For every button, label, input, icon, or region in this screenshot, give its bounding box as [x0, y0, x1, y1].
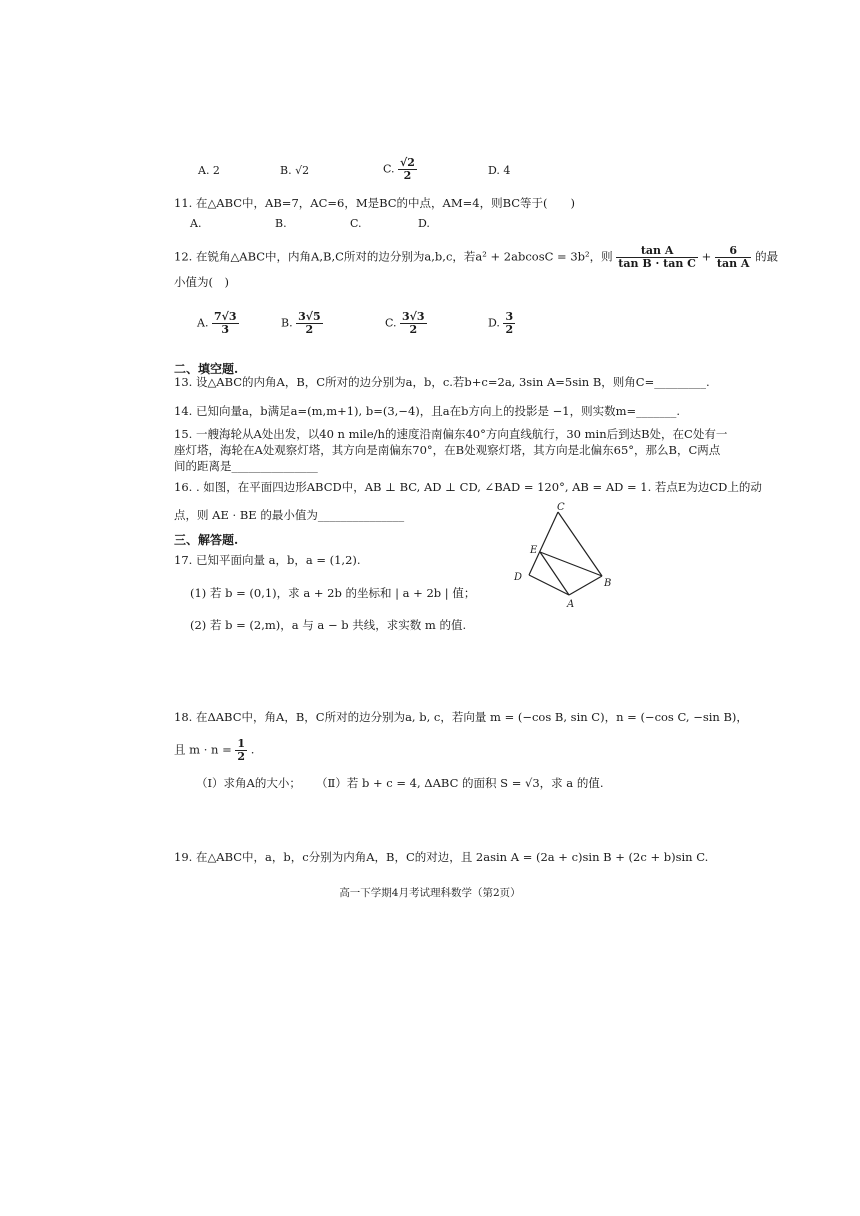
option-fraction — [503, 311, 515, 336]
q14-stem: 14. 已知向量a，b满足a=(m,m+1), b=(3,−4)，且a在b方向上的投影是 −1，则实数m=_______. — [174, 404, 681, 418]
fraction-numerator: 3√5 — [298, 310, 321, 323]
edge-ad — [529, 575, 569, 595]
q10-option-b: B. √2 — [280, 164, 310, 177]
label-c: C — [557, 502, 565, 513]
q15-line1: 15. 一艘海轮从A处出发，以40 n mile/h的速度沿南偏东40°方向直线航行，30 min后到达B处，在C处有一 — [174, 427, 728, 441]
fraction-denominator: 2 — [237, 750, 246, 763]
q11-stem: 11. 在△ABC中，AB=7，AC=6，M是BC的中点，AM=4，则BC等于( ) — [174, 196, 576, 210]
option-fraction — [296, 311, 323, 336]
fraction-denominator: 2 — [403, 169, 412, 182]
label-e: E — [530, 545, 538, 556]
q18-line2-text: 且 m · n = — [174, 742, 232, 757]
q11-option-d: D. — [418, 217, 430, 230]
section-title-solutions: 三、解答题. — [174, 533, 239, 547]
q16-line2: 点，则 AE · BE 的最小值为_______________ — [174, 508, 405, 522]
q19-stem: 19. 在△ABC中，a，b，c分别为内角A，B，C的对边，且 2asin A = (2a + c)sin B + (2c + b)sin C. — [174, 850, 709, 864]
segment-ea — [540, 552, 569, 595]
option-label: B. — [281, 316, 293, 330]
fraction-numerator: 1 — [237, 737, 246, 750]
quadrilateral-figure — [505, 498, 620, 613]
q11-option-a: A. — [190, 217, 202, 230]
option-label: D. — [488, 316, 500, 330]
q12-stem — [174, 245, 778, 270]
option-fraction — [212, 311, 239, 336]
edge-dc — [529, 512, 558, 575]
q12-option-c — [385, 311, 427, 336]
q18-part2: （Ⅱ）若 b + c = 4, ΔABC 的面积 S = √3，求 a 的值. — [316, 776, 604, 790]
q18-stem: 18. 在ΔABC中，角A，B，C所对的边分别为a, b, c，若向量 m = (−cos B, sin C)，n = (−cos C, −sin B)， — [174, 710, 748, 724]
label-a: A — [567, 599, 575, 610]
q11-option-c: C. — [350, 217, 362, 230]
q15-line3: 间的距离是_______________ — [174, 459, 318, 473]
edge-ba — [569, 576, 602, 595]
q10-option-c-label: C. — [383, 162, 395, 176]
fraction-denominator: 3 — [221, 323, 230, 336]
fraction-numerator: tan A — [616, 245, 698, 258]
label-d: D — [514, 572, 523, 583]
edge-cb — [558, 512, 602, 576]
fraction-numerator: √2 — [400, 156, 415, 169]
option-label: C. — [385, 316, 397, 330]
fraction-denominator: 2 — [409, 323, 418, 336]
section-title-fill-in: 二、填空题. — [174, 362, 239, 376]
q10-option-c-fraction — [398, 157, 417, 182]
q10-option-d: D. 4 — [488, 164, 511, 177]
q13-stem: 13. 设△ABC的内角A，B，C所对的边分别为a，b，c.若b+c=2a, 3sin A=5sin B，则角C=_________. — [174, 375, 710, 389]
plus-sign: + — [701, 249, 712, 264]
q12-fraction-1 — [616, 245, 698, 270]
q12-option-d — [488, 311, 515, 336]
fraction-numerator: 6 — [715, 245, 752, 258]
fraction-denominator: 2 — [305, 323, 314, 336]
q17-part2: (2) 若 b = (2,m)，a 与 a − b 共线，求实数 m 的值. — [190, 618, 467, 632]
q15-line2: 座灯塔，海轮在A处观察灯塔，其方向是南偏东70°，在B处观察灯塔，其方向是北偏东65°，那么B，C两点 — [174, 443, 721, 457]
q18-line2-suffix: . — [250, 742, 255, 757]
fraction-denominator: tan B · tan C — [618, 257, 696, 270]
q12-option-a — [197, 311, 239, 336]
fraction-numerator: 7√3 — [213, 310, 237, 323]
q12-fraction-2 — [715, 245, 752, 270]
q18-line2 — [174, 738, 254, 763]
segment-eb — [540, 552, 602, 576]
fraction-denominator: tan A — [716, 257, 750, 270]
q10-option-c — [383, 157, 417, 182]
q10-option-a: A. 2 — [198, 164, 220, 177]
q17-part1: (1) 若 b = (0,1)，求 a + 2b 的坐标和 | a + 2b | 值； — [190, 586, 476, 600]
q18-part1: （Ⅰ）求角A的大小； — [196, 776, 301, 790]
q12-stem-text: 12. 在锐角△ABC中，内角A,B,C所对的边分别为a,b,c，若a² + 2abcosC = 3b²，则 — [174, 249, 613, 264]
page-footer: 高一下学期4月考试理科数学（第2页） — [339, 887, 521, 899]
q12-option-b — [281, 311, 323, 336]
q11-option-b: B. — [275, 217, 287, 230]
option-label: A. — [197, 316, 209, 330]
fraction-numerator: 3√3 — [402, 310, 425, 323]
q17-stem: 17. 已知平面向量 a，b，a = (1,2). — [174, 553, 361, 567]
q12-stem-suffix: 的最 — [755, 249, 779, 264]
option-fraction — [400, 311, 427, 336]
q18-fraction — [235, 738, 247, 763]
q12-stem-line2: 小值为( ) — [174, 275, 229, 289]
label-b: B — [604, 578, 612, 589]
q16-line1: 16. . 如图，在平面四边形ABCD中，AB ⊥ BC, AD ⊥ CD, ∠BAD = 120°, AB = AD = 1. 若点E为边CD上的动 — [174, 480, 762, 494]
fraction-numerator: 3 — [505, 310, 514, 323]
fraction-denominator: 2 — [505, 323, 514, 336]
